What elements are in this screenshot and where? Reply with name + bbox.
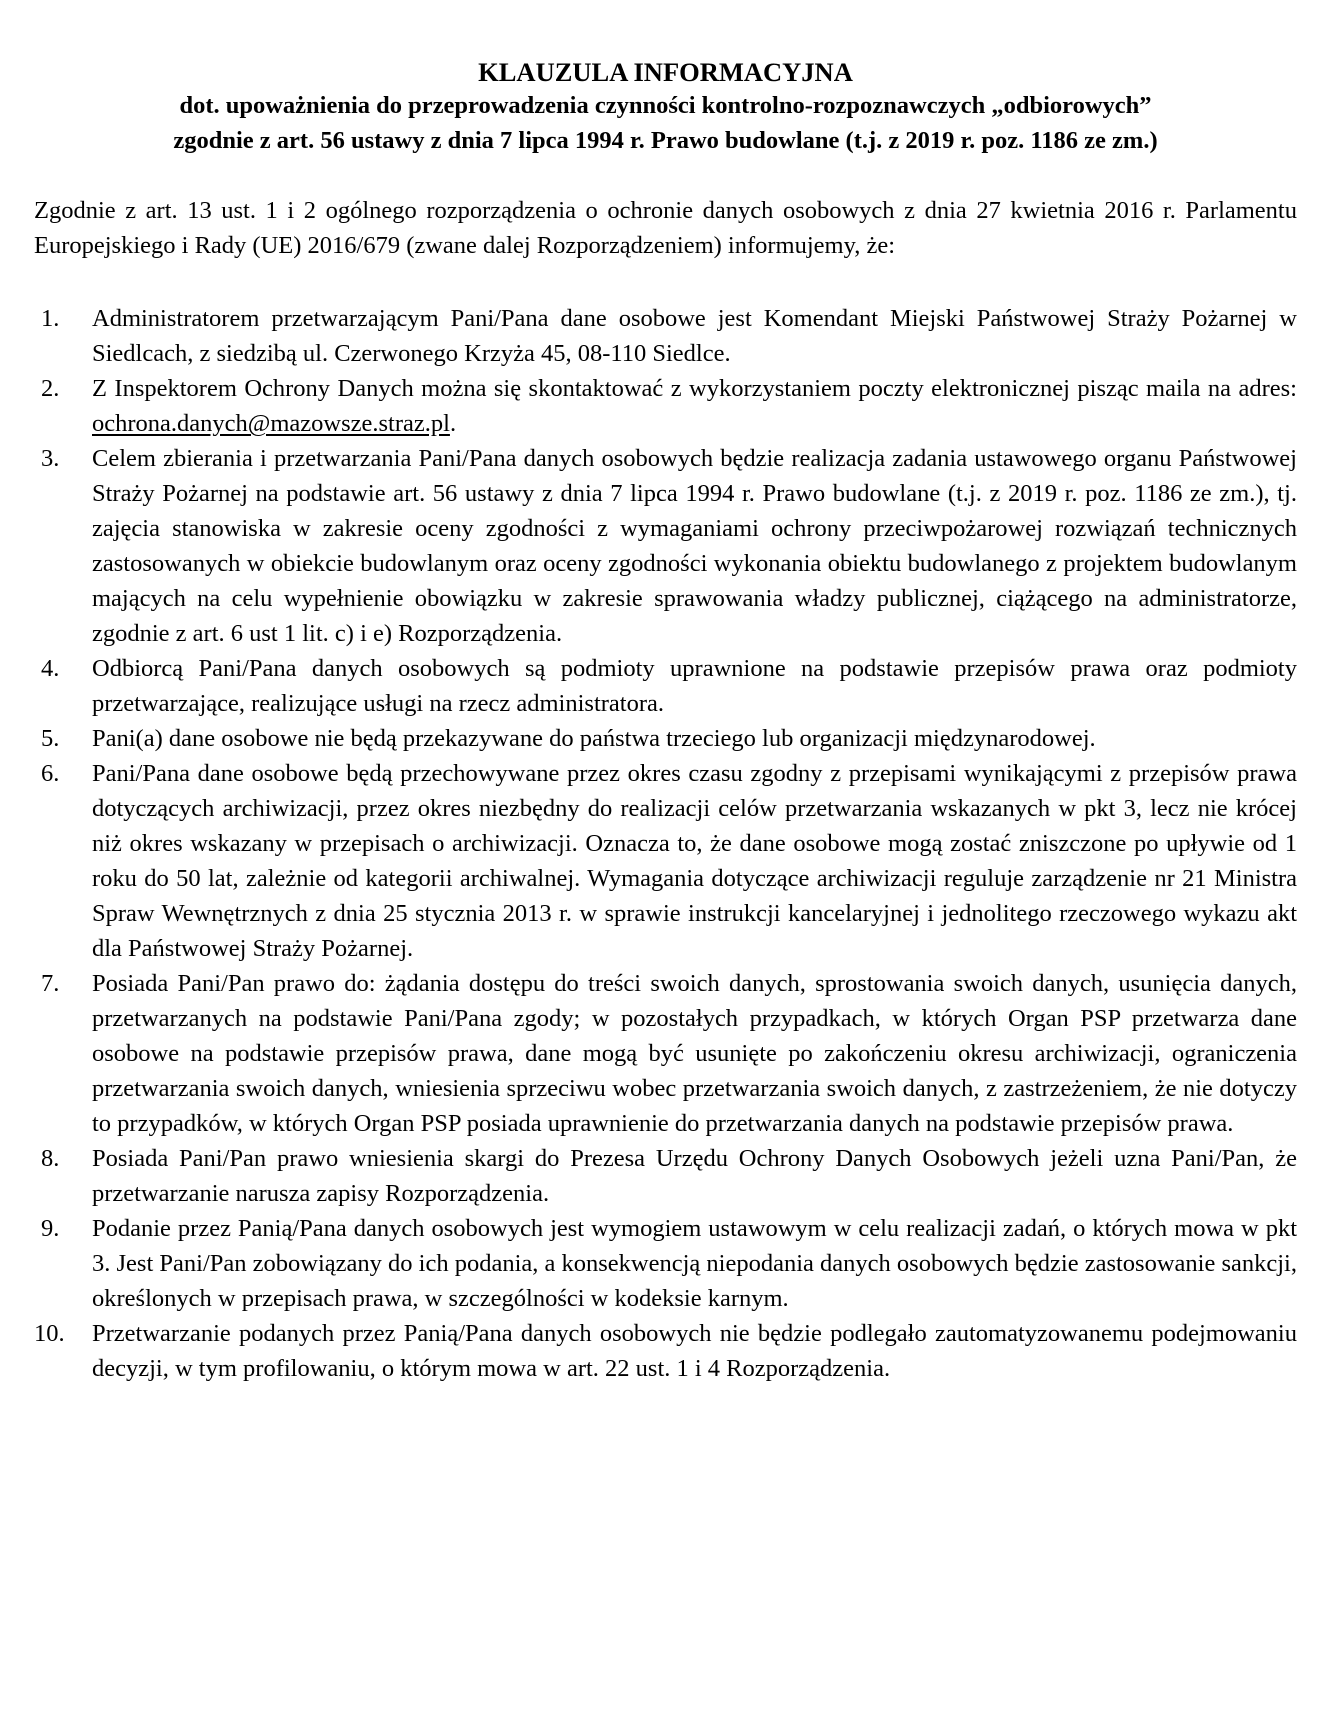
clause-text: Pani(a) dane osobowe nie będą przekazywane do państwa trzeciego lub organizacji międzynarodowej. [92,725,1096,752]
clause-number: 4. [41,655,60,682]
clause-number: 2. [41,375,60,402]
clause-number: 10. [34,1320,65,1347]
clause-item-2 [34,371,1297,441]
clause-number: 3. [41,445,60,472]
document-title: KLAUZULA INFORMACYJNA [478,57,853,87]
clause-item-10 [34,1316,1297,1386]
clause-number: 8. [41,1145,60,1172]
clause-item-1 [34,301,1297,371]
document-page [34,56,1297,1386]
document-subtitle-line-2: zgodnie z art. 56 ustawy z dnia 7 lipca 1994 r. Prawo budowlane (t.j. z 2019 r. poz. 1186 ze zm.) [173,127,1158,154]
clause-item-8 [34,1141,1297,1211]
intro-paragraph: Zgodnie z art. 13 ust. 1 i 2 ogólnego rozporządzenia o ochronie danych osobowych z dnia 27 kwietnia 2016 r. Parlamentu Europejskiego i Rady (UE) 2016/679 (zwane dalej Rozporządzeniem) informujemy, że: [34,197,1297,259]
clause-text: Przetwarzanie podanych przez Panią/Pana danych osobowych nie będzie podlegało zautomatyzowanemu podejmowaniu decyzji, w tym profilowaniu, o którym mowa w art. 22 ust. 1 i 4 Rozporządzenia. [92,1320,1297,1382]
clause-text: Podanie przez Panią/Pana danych osobowych jest wymogiem ustawowym w celu realizacji zadań, o których mowa w pkt 3. Jest Pani/Pan zobowiązany do ich podania, a konsekwencją niepodania danych osobowych będzie zastosowanie sankcji, określonych w przepisach prawa, w szczególności w kodeksie karnym. [92,1215,1297,1312]
clause-text: Posiada Pani/Pan prawo do: żądania dostępu do treści swoich danych, sprostowania swoich danych, usunięcia danych, przetwarzanych na podstawie Pani/Pana zgody; w pozostałych przypadkach, w których Organ PSP przetwarza dane osobowe na podstawie przepisów prawa, dane mogą być usunięte po zakończeniu okresu archiwizacji, ograniczenia przetwarzania swoich danych, wniesienia sprzeciwu wobec przetwarzania swoich danych, z zastrzeżeniem, że nie dotyczy to przypadków, w których Organ PSP posiada uprawnienie do przetwarzania danych na podstawie przepisów prawa. [92,970,1297,1137]
clause-item-7 [34,966,1297,1141]
clause-number: 1. [41,305,60,332]
clause-item-9 [34,1211,1297,1316]
clause-item-5 [34,721,1297,756]
clause-item-4 [34,651,1297,721]
clause-number: 7. [41,970,60,997]
clause-number: 5. [41,725,60,752]
clause-text-end: . [449,410,457,437]
document-subtitle-line-1: dot. upoważnienia do przeprowadzenia czynności kontrolno-rozpoznawczych „odbiorowych” [179,92,1152,119]
clause-text: Z Inspektorem Ochrony Danych można się skontaktować z wykorzystaniem poczty elektronicznej pisząc maila na adres: [92,375,1297,402]
clause-text: Celem zbierania i przetwarzania Pani/Pana danych osobowych będzie realizacja zadania ustawowego organu Państwowej Straży Pożarnej na podstawie art. 56 ustawy z dnia 7 lipca 1994 r. Prawo budowlane (t.j. z 2019 r. poz. 1186 ze zm.), tj. zajęcia stanowiska w zakresie oceny zgodności z wymaganiami ochrony przeciwpożarowej rozwiązań technicznych zastosowanych w obiekcie budowlanym oraz oceny zgodności wykonania obiektu budowlanego z projektem budowlanym mających na celu wypełnienie obowiązku w zakresie sprawowania władzy publicznej, ciążącego na administratorze, zgodnie z art. 6 ust 1 lit. c) i e) Rozporządzenia. [92,445,1297,647]
clause-text: Administratorem przetwarzającym Pani/Pana dane osobowe jest Komendant Miejski Państwowej Straży Pożarnej w Siedlcach, z siedzibą ul. Czerwonego Krzyża 45, 08-110 Siedlce. [92,305,1297,367]
clause-item-6 [34,756,1297,966]
clause-number: 6. [41,760,60,787]
clause-list [34,301,1297,1386]
clause-text: Pani/Pana dane osobowe będą przechowywane przez okres czasu zgodny z przepisami wynikającymi z przepisów prawa dotyczących archiwizacji, przez okres niezbędny do realizacji celów przetwarzania wskazanych w pkt 3, lecz nie krócej niż okres wskazany w przepisach o archiwizacji. Oznacza to, że dane osobowe mogą zostać zniszczone po upływie od 1 roku do 50 lat, zależnie od kategorii archiwalnej. Wymagania dotyczące archiwizacji reguluje zarządzenie nr 21 Ministra Spraw Wewnętrznych z dnia 25 stycznia 2013 r. w sprawie instrukcji kancelaryjnej i jednolitego rzeczowego wykazu akt dla Państwowej Straży Pożarnej. [92,760,1297,962]
clause-item-3 [34,441,1297,651]
clause-number: 9. [41,1215,60,1242]
clause-text: Odbiorcą Pani/Pana danych osobowych są podmioty uprawnione na podstawie przepisów prawa oraz podmioty przetwarzające, realizujące usługi na rzecz administratora. [92,655,1297,717]
email-link[interactable]: ochrona.danych@mazowsze.straz.pl [92,410,450,437]
clause-text: Posiada Pani/Pan prawo wniesienia skargi do Prezesa Urzędu Ochrony Danych Osobowych jeżeli uzna Pani/Pan, że przetwarzanie narusza zapisy Rozporządzenia. [92,1145,1297,1207]
